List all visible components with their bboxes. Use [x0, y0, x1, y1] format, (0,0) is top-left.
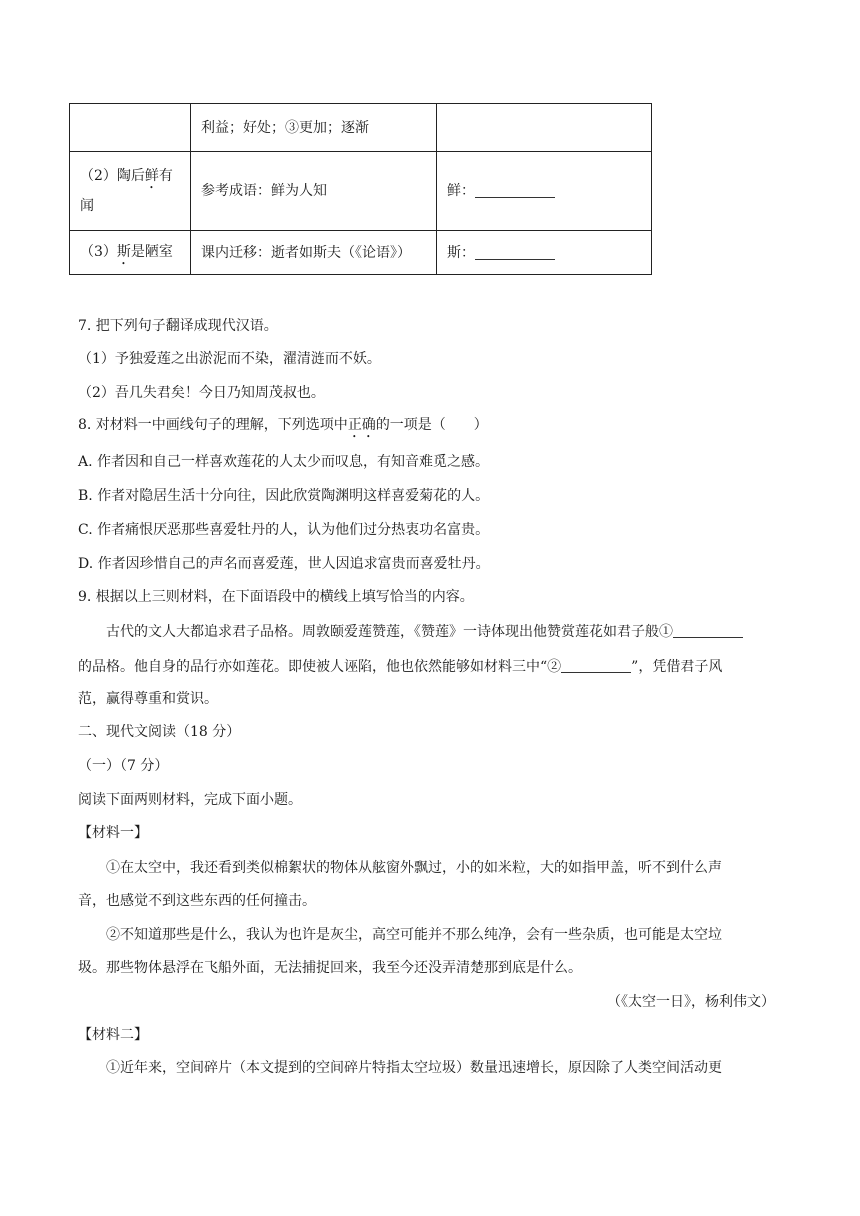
material-1-title: 【材料一】 [78, 825, 148, 841]
fill-blank-1[interactable] [673, 623, 743, 638]
part-title: （一）（7 分） [78, 758, 169, 774]
material-2-paragraph: ①近年来，空间碎片（本文提到的空间碎片特指太空垃圾）数量迅速增长，原因除了人类空间活动更 [106, 1060, 722, 1076]
question-7-sentence-1: （1）予独爱莲之出淤泥而不染，濯清涟而不妖。 [78, 351, 381, 367]
answer-blank[interactable] [475, 243, 555, 260]
question-7-sentence-2: （2）吾几失君矣！今日乃知周茂叔也。 [78, 385, 325, 401]
table-cell-word [70, 152, 191, 231]
option-b[interactable]: B. 作者对隐居生活十分向往，因此欣赏陶渊明这样喜爱菊花的人。 [78, 488, 490, 504]
table-cell-method: 利益；好处；③更加；逐渐 [191, 104, 437, 152]
table-row [70, 152, 652, 231]
material-1-paragraph: 圾。那些物体悬浮在飞船外面，无法捕捉回来，我至今还没弄清楚那到底是什么。 [78, 960, 582, 976]
emphasized-char: 鲜 [144, 168, 159, 184]
table-cell-word [70, 104, 191, 152]
table-cell-method: 参考成语：鲜为人知 [191, 152, 437, 231]
word-text: 是陋室 [130, 243, 173, 260]
material-2-title: 【材料二】 [78, 1027, 148, 1043]
question-9-paragraph [78, 657, 788, 677]
option-a[interactable]: A. 作者因和自己一样喜欢莲花的人太少而叹息，有知音难觅之感。 [78, 454, 490, 470]
paragraph-text: ”，凭借君子风 [631, 659, 723, 675]
word-text: （2）陶后 [80, 168, 145, 184]
table-cell-method: 课内迁移：逝者如斯夫（《论语》） [191, 231, 437, 275]
answer-label: 鲜： [447, 183, 475, 199]
table-cell-answer [437, 152, 652, 231]
word-text: （3） [80, 243, 117, 260]
section-title: 二、现代文阅读（18 分） [78, 724, 241, 740]
emphasized-char: 斯 [116, 243, 131, 260]
vocabulary-table [69, 103, 652, 275]
word-text: 有闻 [80, 168, 173, 214]
answer-label: 斯： [447, 244, 475, 261]
table-cell-word [70, 231, 191, 275]
table-row [70, 231, 652, 275]
material-1-source: （《太空一日》，杨利伟文） [607, 994, 775, 1010]
question-9-title: 9. 根据以上三则材料，在下面语段中的横线上填写恰当的内容。 [78, 589, 474, 605]
material-1-paragraph: 音，也感觉不到这些东西的任何撞击。 [78, 893, 316, 909]
question-text: 的一项是（ ） [375, 417, 488, 433]
table-row [70, 104, 652, 152]
question-text: 8. 对材料一中画线句子的理解，下列选项中 [78, 417, 348, 433]
option-c[interactable]: C. 作者痛恨厌恶那些喜爱牡丹的人，认为他们过分热衷功名富贵。 [78, 522, 490, 538]
question-9-paragraph [106, 622, 816, 642]
paragraph-text: 古代的文人大都追求君子品格。周敦颐爱莲赞莲，《赞莲》一诗体现出他赞赏莲花如君子般① [106, 624, 673, 640]
question-7-title: 7. 把下列句子翻译成现代汉语。 [78, 318, 278, 334]
table-cell-answer [437, 231, 652, 275]
option-d[interactable]: D. 作者因珍惜自己的声名而喜爱莲，世人因追求富贵而喜爱牡丹。 [78, 556, 490, 572]
question-8-title [78, 415, 788, 441]
material-1-paragraph: ②不知道那些是什么，我认为也许是灰尘，高空可能并不那么纯净，会有一些杂质，也可能是太空垃 [106, 927, 722, 943]
emphasized-text: 正确 [347, 417, 376, 433]
fill-blank-2[interactable] [561, 658, 631, 673]
answer-blank[interactable] [475, 181, 555, 198]
material-1-paragraph: ①在太空中，我还看到类似棉絮状的物体从舷窗外飘过，小的如米粒，大的如指甲盖，听不到什么声 [106, 860, 722, 876]
paragraph-text: 的品格。他自身的品行亦如莲花。即使被人诬陷，他也依然能够如材料三中“② [78, 659, 562, 675]
question-9-paragraph: 范，赢得尊重和赏识。 [78, 691, 218, 707]
instruction-text: 阅读下面两则材料，完成下面小题。 [78, 792, 302, 808]
table-cell-answer [437, 104, 652, 152]
